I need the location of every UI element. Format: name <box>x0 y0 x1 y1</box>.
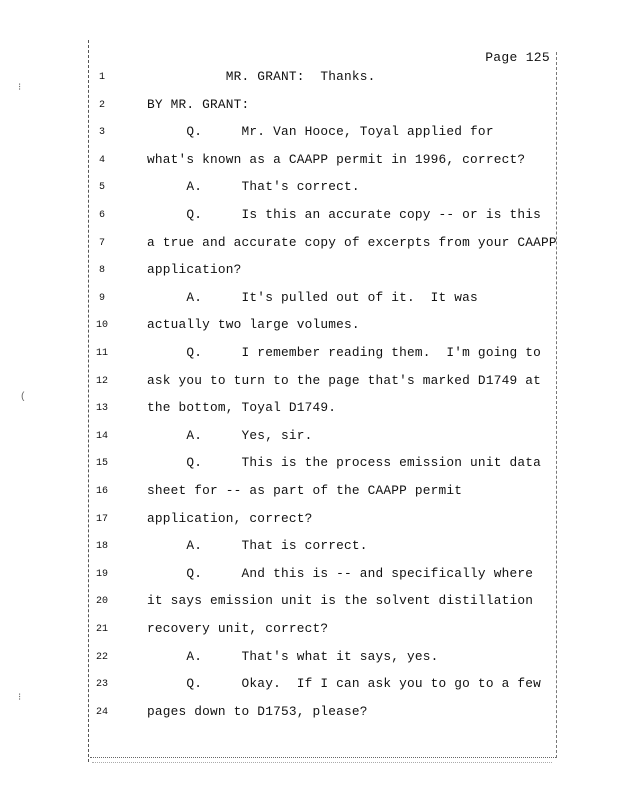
line-number: 21 <box>95 624 108 635</box>
line-number: 13 <box>95 403 108 415</box>
line-text: ask you to turn to the page that's marked D1749 at <box>147 372 541 388</box>
scan-mark: ( <box>20 392 27 403</box>
transcript-line <box>0 345 618 365</box>
line-number: 19 <box>95 568 108 580</box>
transcript-line <box>0 511 618 531</box>
line-number: 2 <box>98 99 105 111</box>
line-text: Q. And this is -- and specifically where <box>147 565 534 581</box>
line-text: sheet for -- as part of the CAAPP permit <box>147 483 463 498</box>
line-text: A. That's what it says, yes. <box>147 648 439 664</box>
transcript-line <box>0 676 618 696</box>
line-text: Q. Is this an accurate copy -- or is this <box>147 207 541 222</box>
line-number: 3 <box>98 127 105 139</box>
scan-mark: ⁝ <box>18 83 22 94</box>
line-number: 23 <box>95 679 108 691</box>
line-text: MR. GRANT: Thanks. <box>147 69 376 84</box>
footer-rule <box>92 762 552 765</box>
transcript-line <box>0 566 618 586</box>
transcript-line <box>0 235 618 255</box>
transcript-line <box>0 317 618 337</box>
transcript-line <box>0 207 618 227</box>
transcript-line <box>0 483 618 503</box>
transcript-line <box>0 69 618 89</box>
line-number: 20 <box>95 596 108 608</box>
transcript-line <box>0 262 618 282</box>
line-text: A. That's correct. <box>147 179 360 195</box>
line-number: 12 <box>95 375 108 387</box>
transcript-line <box>0 97 618 117</box>
line-text: A. That is correct. <box>147 538 368 554</box>
line-number: 18 <box>95 541 108 553</box>
line-text: recovery unit, correct? <box>147 621 329 636</box>
line-number: 11 <box>95 348 108 359</box>
transcript-line <box>0 593 618 613</box>
line-text: Q. Mr. Van Hooce, Toyal applied for <box>147 124 494 140</box>
transcript-line <box>0 373 618 393</box>
line-number: 1 <box>98 72 105 83</box>
line-number: 8 <box>98 265 105 277</box>
scan-mark: ⁝ <box>18 693 22 704</box>
line-text: pages down to D1753, please? <box>147 703 368 719</box>
line-text: Q. I remember reading them. I'm going to <box>147 345 541 360</box>
transcript-line <box>0 649 618 669</box>
line-number: 10 <box>95 320 108 332</box>
line-number: 5 <box>98 182 105 194</box>
transcript-line <box>0 124 618 144</box>
transcript-line <box>0 538 618 558</box>
line-number: 9 <box>98 292 105 304</box>
transcript-line <box>0 455 618 475</box>
line-number: 14 <box>95 430 108 442</box>
line-number: 16 <box>95 486 108 497</box>
line-number: 15 <box>95 458 108 470</box>
transcript-line <box>0 290 618 310</box>
transcript-line <box>0 400 618 420</box>
line-text: application, correct? <box>147 510 313 526</box>
line-text: application? <box>147 262 242 278</box>
line-text: the bottom, Toyal D1749. <box>147 400 337 416</box>
bottom-rule <box>90 757 556 758</box>
page-number: Page 125 <box>485 50 550 65</box>
line-text: it says emission unit is the solvent distillation <box>147 593 534 609</box>
line-text: BY MR. GRANT: <box>147 96 250 112</box>
line-text: A. It's pulled out of it. It was <box>147 289 478 305</box>
line-text: what's known as a CAAPP permit in 1996, correct? <box>147 151 526 167</box>
line-number: 22 <box>95 651 108 663</box>
transcript-line <box>0 621 618 641</box>
line-text: Q. Okay. If I can ask you to go to a few <box>147 676 541 692</box>
line-number: 17 <box>95 513 108 525</box>
line-text: A. Yes, sir. <box>147 427 313 443</box>
line-number: 6 <box>98 210 105 221</box>
transcript-line <box>0 704 618 724</box>
transcript-line <box>0 179 618 199</box>
transcript-line <box>0 152 618 172</box>
line-number: 7 <box>98 237 105 249</box>
line-number: 4 <box>98 154 105 166</box>
transcript-line <box>0 428 618 448</box>
line-text: a true and accurate copy of excerpts from your CAAPP <box>147 234 557 250</box>
line-text: Q. This is the process emission unit data <box>147 455 541 471</box>
line-number: 24 <box>95 706 108 718</box>
line-text: actually two large volumes. <box>147 317 360 333</box>
